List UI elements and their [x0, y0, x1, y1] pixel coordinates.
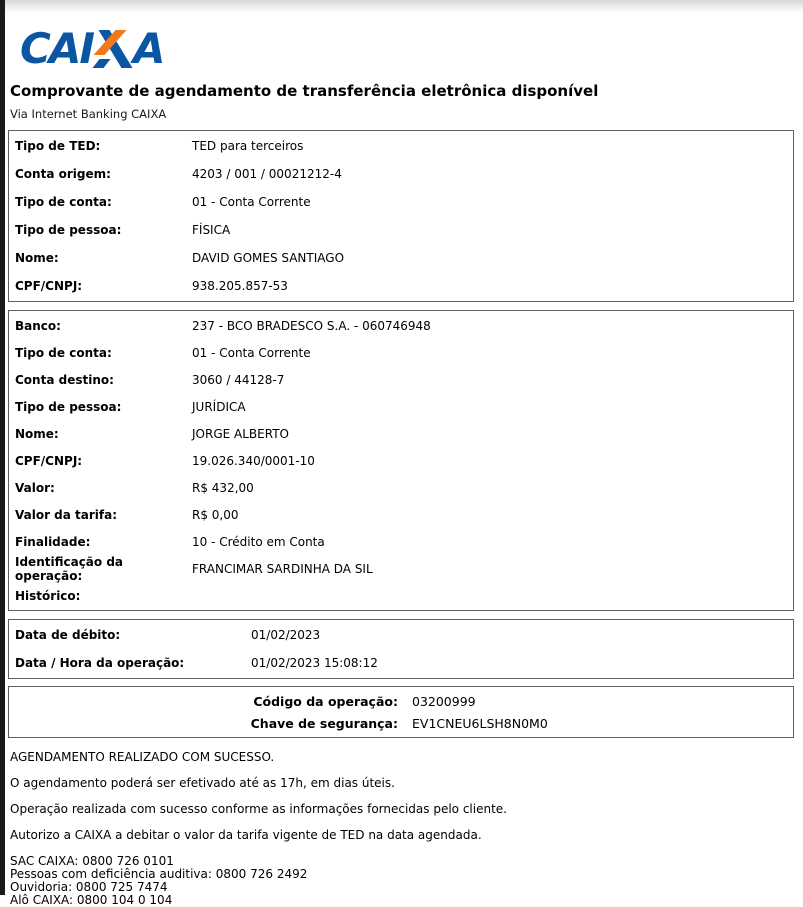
origin-account-box: [8, 130, 794, 302]
operation-code-box: [8, 686, 794, 738]
field-label: Tipo de conta:: [15, 195, 112, 209]
table-row: [9, 501, 793, 528]
table-row: [9, 366, 793, 393]
field-value: 01/02/2023: [251, 628, 321, 642]
field-value: FRANCIMAR SARDINHA DA SIL: [192, 561, 373, 576]
field-value: DAVID GOMES SANTIAGO: [192, 251, 345, 265]
table-row: [9, 621, 793, 649]
status-message: AGENDAMENTO REALIZADO COM SUCESSO.: [10, 750, 275, 764]
field-label: Nome:: [15, 251, 59, 265]
table-row: [9, 272, 793, 300]
table-row: [9, 160, 793, 188]
field-value: 237 - BCO BRADESCO S.A. - 060746948: [192, 318, 431, 333]
status-message: Autorizo a CAIXA a debitar o valor da tarifa vigente de TED na data agendada.: [10, 828, 482, 842]
field-label: Data de débito:: [15, 628, 121, 642]
footer-line: Ouvidoria: 0800 725 7474: [10, 880, 168, 894]
table-row: [9, 528, 793, 555]
table-row: [9, 420, 793, 447]
field-label: Histórico:: [15, 588, 81, 603]
footer-line: Alô CAIXA: 0800 104 0 104: [10, 893, 173, 907]
receipt-content: [8, 12, 794, 907]
field-label: Conta destino:: [15, 372, 114, 387]
footer-line: Pessoas com deficiência auditiva: 0800 726 2492: [10, 867, 308, 881]
field-label: Data / Hora da operação:: [15, 656, 185, 670]
table-row: [9, 244, 793, 272]
page-top-shadow: [5, 0, 803, 12]
caixa-x-icon: [92, 29, 133, 69]
caixa-logo-text-right: A: [132, 24, 164, 73]
field-label: Identificação da operação:: [15, 554, 124, 583]
field-value: R$ 432,00: [192, 480, 254, 495]
field-value: 01/02/2023 15:08:12: [251, 656, 378, 670]
table-row: [9, 555, 793, 582]
field-value: JORGE ALBERTO: [192, 426, 289, 441]
field-label: Banco:: [15, 318, 61, 333]
table-row: [9, 712, 793, 734]
caixa-logo: [20, 24, 794, 73]
field-value: R$ 0,00: [192, 507, 239, 522]
field-value: 01 - Conta Corrente: [192, 195, 311, 209]
status-message: O agendamento poderá ser efetivado até as 17h, em dias úteis.: [10, 776, 395, 790]
dates-box: [8, 619, 794, 679]
caixa-logo-text-left: CAI: [20, 24, 93, 73]
field-label: Tipo de pessoa:: [15, 223, 122, 237]
page-subtitle: Via Internet Banking CAIXA: [10, 107, 167, 121]
table-row: [9, 582, 793, 609]
window-edge: [0, 0, 5, 895]
table-row: [9, 132, 793, 160]
field-value: TED para terceiros: [192, 139, 304, 153]
field-label: Nome:: [15, 426, 59, 441]
field-value: 3060 / 44128-7: [192, 372, 285, 387]
field-label: Finalidade:: [15, 534, 91, 549]
field-value: 01 - Conta Corrente: [192, 345, 311, 360]
table-row: [9, 188, 793, 216]
table-row: [9, 339, 793, 366]
field-label: Valor da tarifa:: [15, 507, 118, 522]
table-row: [9, 393, 793, 420]
field-label: Conta origem:: [15, 167, 111, 181]
field-value: 938.205.857-53: [192, 279, 288, 293]
status-message: Operação realizada com sucesso conforme as informações fornecidas pelo cliente.: [10, 802, 507, 816]
field-label: Valor:: [15, 480, 55, 495]
table-row: [9, 474, 793, 501]
field-label: Tipo de TED:: [15, 139, 101, 153]
table-row: [9, 690, 793, 712]
field-label: CPF/CNPJ:: [15, 453, 83, 468]
table-row: [9, 312, 793, 339]
field-value: FÍSICA: [192, 223, 231, 237]
field-value: 4203 / 001 / 00021212-4: [192, 167, 342, 181]
field-value: 19.026.340/0001-10: [192, 453, 315, 468]
operation-code-label: Código da operação:: [253, 693, 398, 709]
footer-line: SAC CAIXA: 0800 726 0101: [10, 854, 174, 868]
field-label: Tipo de pessoa:: [15, 399, 122, 414]
table-row: [9, 649, 793, 677]
security-key-label: Chave de segurança:: [250, 715, 398, 731]
page-title: Comprovante de agendamento de transferência eletrônica disponível: [10, 82, 599, 100]
contact-footer: [10, 855, 794, 907]
table-row: [9, 447, 793, 474]
field-label: Tipo de conta:: [15, 345, 112, 360]
security-key-value: EV1CNEU6LSH8N0M0: [412, 715, 548, 731]
field-value: 10 - Crédito em Conta: [192, 534, 325, 549]
field-value: JURÍDICA: [192, 399, 246, 414]
table-row: [9, 216, 793, 244]
field-label: CPF/CNPJ:: [15, 279, 83, 293]
status-messages: [10, 751, 794, 841]
destination-account-box: [8, 310, 794, 611]
operation-code-value: 03200999: [412, 693, 476, 709]
